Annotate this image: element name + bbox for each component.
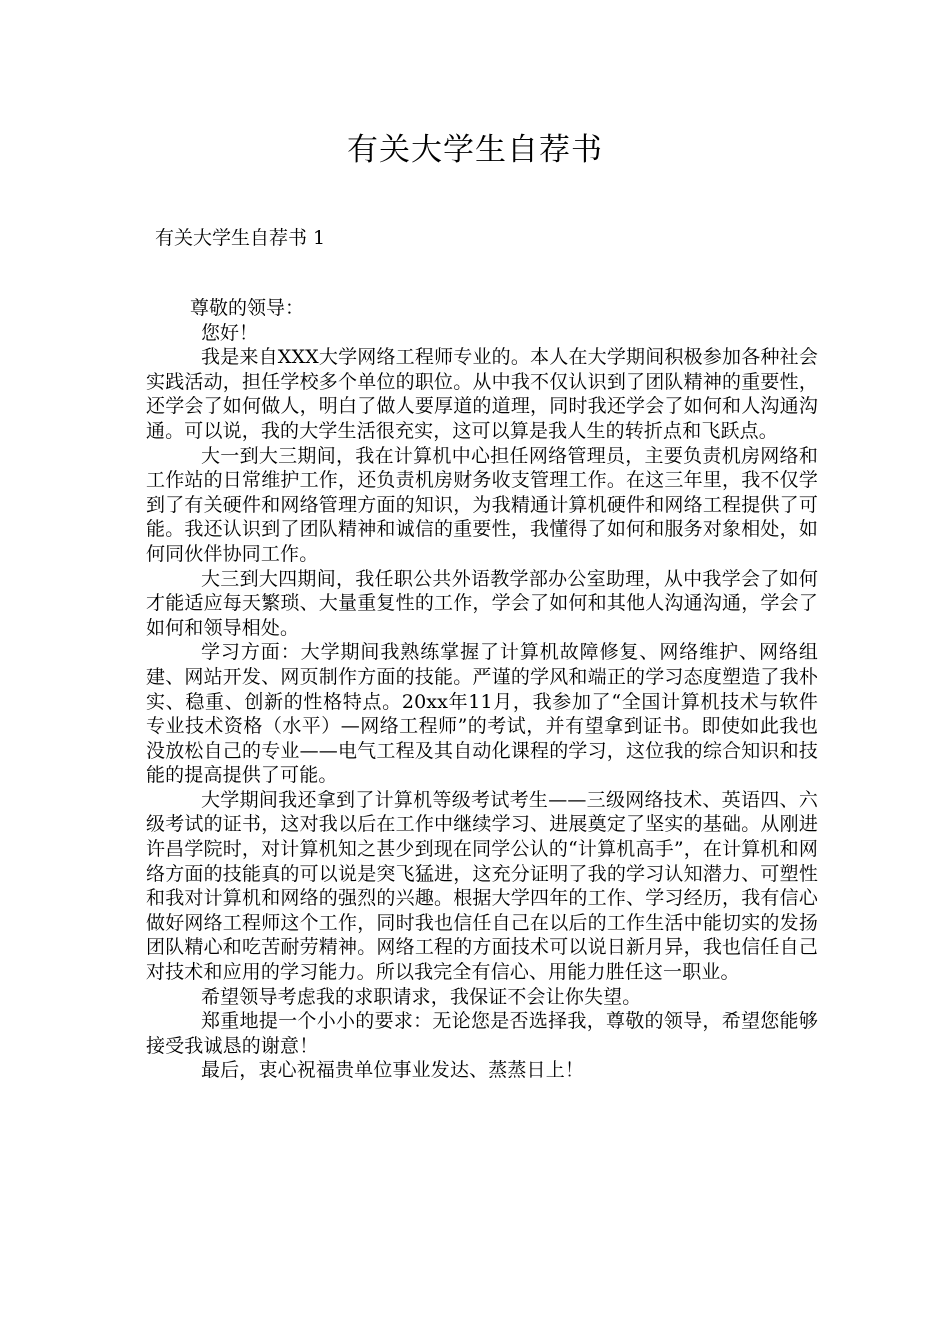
paragraph: 学习方面：大学期间我熟练掌握了计算机故障修复、网络维护、网络组建、网站开发、网页制作方面的技能。严谨的学风和端正的学习态度塑造了我朴实、稳重、创新的性格特点。20xx年11月，我参加了“全国计算机技术与软件专业技术资格（水平）—网络工程师”的考试，并有望拿到证书。即使如此我也没放松自己的专业——电气工程及其自动化课程的学习，这位我的综合知识和技能的提高提供了可能。 — [146, 641, 818, 787]
closing-paragraph: 最后，衷心祝福贵单位事业发达、蒸蒸日上！ — [201, 1059, 585, 1082]
letter-body — [146, 296, 818, 1083]
paragraph: 大一到大三期间，我在计算机中心担任网络管理员，主要负责机房网络和工作站的日常维护工作，还负责机房财务收支管理工作。在这三年里，我不仅学到了有关硬件和网络管理方面的知识，为我精通计算机硬件和网络工程提供了可能。我还认识到了团队精神和诚信的重要性，我懂得了如何和服务对象相处，如何同伙伴协同工作。 — [146, 444, 818, 565]
section-heading: 有关大学生自荐书 1 — [155, 227, 326, 249]
document-title: 有关大学生自荐书 — [347, 132, 603, 168]
paragraph: 我是来自XXX大学网络工程师专业的。本人在大学期间积极参加各种社会实践活动，担任学校多个单位的职位。从中我不仅认识到了团队精神的重要性，还学会了如何做人，明白了做人要厚道的道理，同时我还学会了如何和人沟通沟通。可以说，我的大学生活很充实，这可以算是我人生的转折点和飞跃点。 — [146, 346, 818, 442]
greeting: 您好！ — [201, 321, 259, 344]
paragraph: 郑重地提一个小小的要求：无论您是否选择我，尊敬的领导，希望您能够接受我诚恳的谢意！ — [146, 1010, 818, 1057]
paragraph: 希望领导考虑我的求职请求，我保证不会让你失望。 — [201, 985, 642, 1008]
paragraph: 大三到大四期间，我任职公共外语教学部办公室助理，从中我学会了如何才能适应每天繁琐、大量重复性的工作，学会了如何和其他人沟通沟通，学会了如何和领导相处。 — [146, 567, 818, 639]
paragraph: 大学期间我还拿到了计算机等级考试考生——三级网络技术、英语四、六级考试的证书，这对我以后在工作中继续学习、进展奠定了坚实的基础。从刚进许昌学院时，对计算机知之甚少到现在同学公认的“计算机高手”，在计算机和网络方面的技能真的可以说是突飞猛进，这充分证明了我的学习认知潜力、可塑性和我对计算机和网络的强烈的兴趣。根据大学四年的工作、学习经历，我有信心做好网络工程师这个工作，同时我也信任自己在以后的工作生活中能切实的发扬团队精心和吃苦耐劳精神。网络工程的方面技术可以说日新月异，我也信任自己对技术和应用的学习能力。所以我完全有信心、用能力胜任这一职业。 — [146, 788, 818, 984]
salutation: 尊敬的领导： — [190, 297, 305, 319]
